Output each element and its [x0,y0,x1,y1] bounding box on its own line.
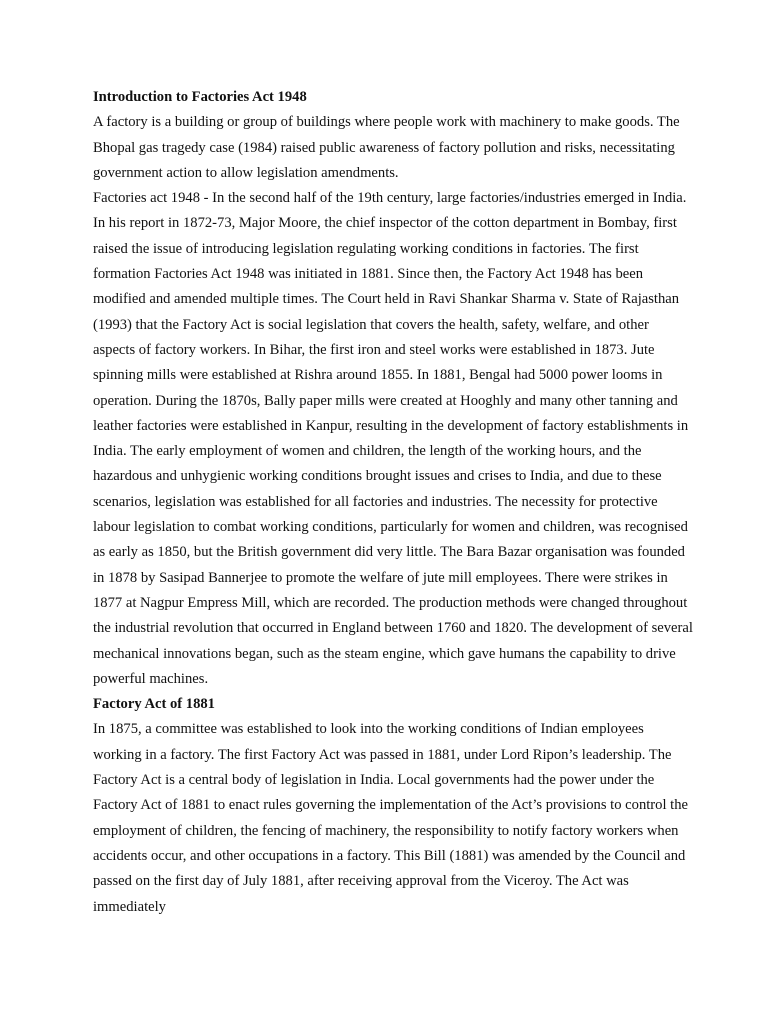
intro-paragraph-definition: A factory is a building or group of buildings where people work with machinery to make goods. The Bhopal gas tragedy case (1984) raised public awareness of factory pollution and risks, necessitating government action to allow legislation amendments. [93,114,680,181]
intro-paragraph-history: Factories act 1948 - In the second half of the 19th century, large factories/industries emerged in India. In his report in 1872-73, Major Moore, the chief inspector of the cotton department in Bombay, first raised the issue of introducing legislation regulating working conditions in factories. The first formation Factories Act 1948 was initiated in 1881. Since then, the Factory Act 1948 has been modified and amended multiple times. The Court held in Ravi Shankar Sharma v. State of Rajasthan (1993) that the Factory Act is social legislation that covers the health, safety, welfare, and other aspects of factory workers. In Bihar, the first iron and steel works were established in 1873. Jute spinning mills were established at Rishra around 1855. In 1881, Bengal had 5000 power looms in operation. During the 1870s, Bally paper mills were created at Hooghly and many other tanning and leather factories were established in Kanpur, resulting in the development of factory establishments in India. The early employment of women and children, the length of the working hours, and the hazardous and unhygienic working conditions brought issues and crises to India, and due to these scenarios, legislation was established for all factories and industries. The necessity for protective labour legislation to combat working conditions, particularly for women and children, was recognised as early as 1850, but the British government did very little. The Bara Bazar organisation was founded in 1878 by Sasipad Bannerjee to promote the welfare of jute mill employees. There were strikes in 1877 at Nagpur Empress Mill, which are recorded. The production methods were changed throughout the industrial revolution that occurred in England between 1760 and 1820. The development of several mechanical innovations began, such as the steam engine, which gave humans the capability to drive powerful machines. [93,190,693,687]
document-page [93,85,693,920]
act-1881-paragraph: In 1875, a committee was established to look into the working conditions of Indian employees working in a factory. The first Factory Act was passed in 1881, under Lord Ripon’s leadership. The Factory Act is a central body of legislation in India. Local governments had the power under the Factory Act of 1881 to enact rules governing the implementation of the Act’s provisions to control the employment of children, the fencing of machinery, the responsibility to notify factory workers when accidents occur, and other occupations in a factory. This Bill (1881) was amended by the Council and passed on the first day of July 1881, after receiving approval from the Viceroy. The Act was immediately [93,721,688,915]
section-heading-intro: Introduction to Factories Act 1948 [93,89,307,105]
section-heading-act-1881: Factory Act of 1881 [93,696,215,713]
